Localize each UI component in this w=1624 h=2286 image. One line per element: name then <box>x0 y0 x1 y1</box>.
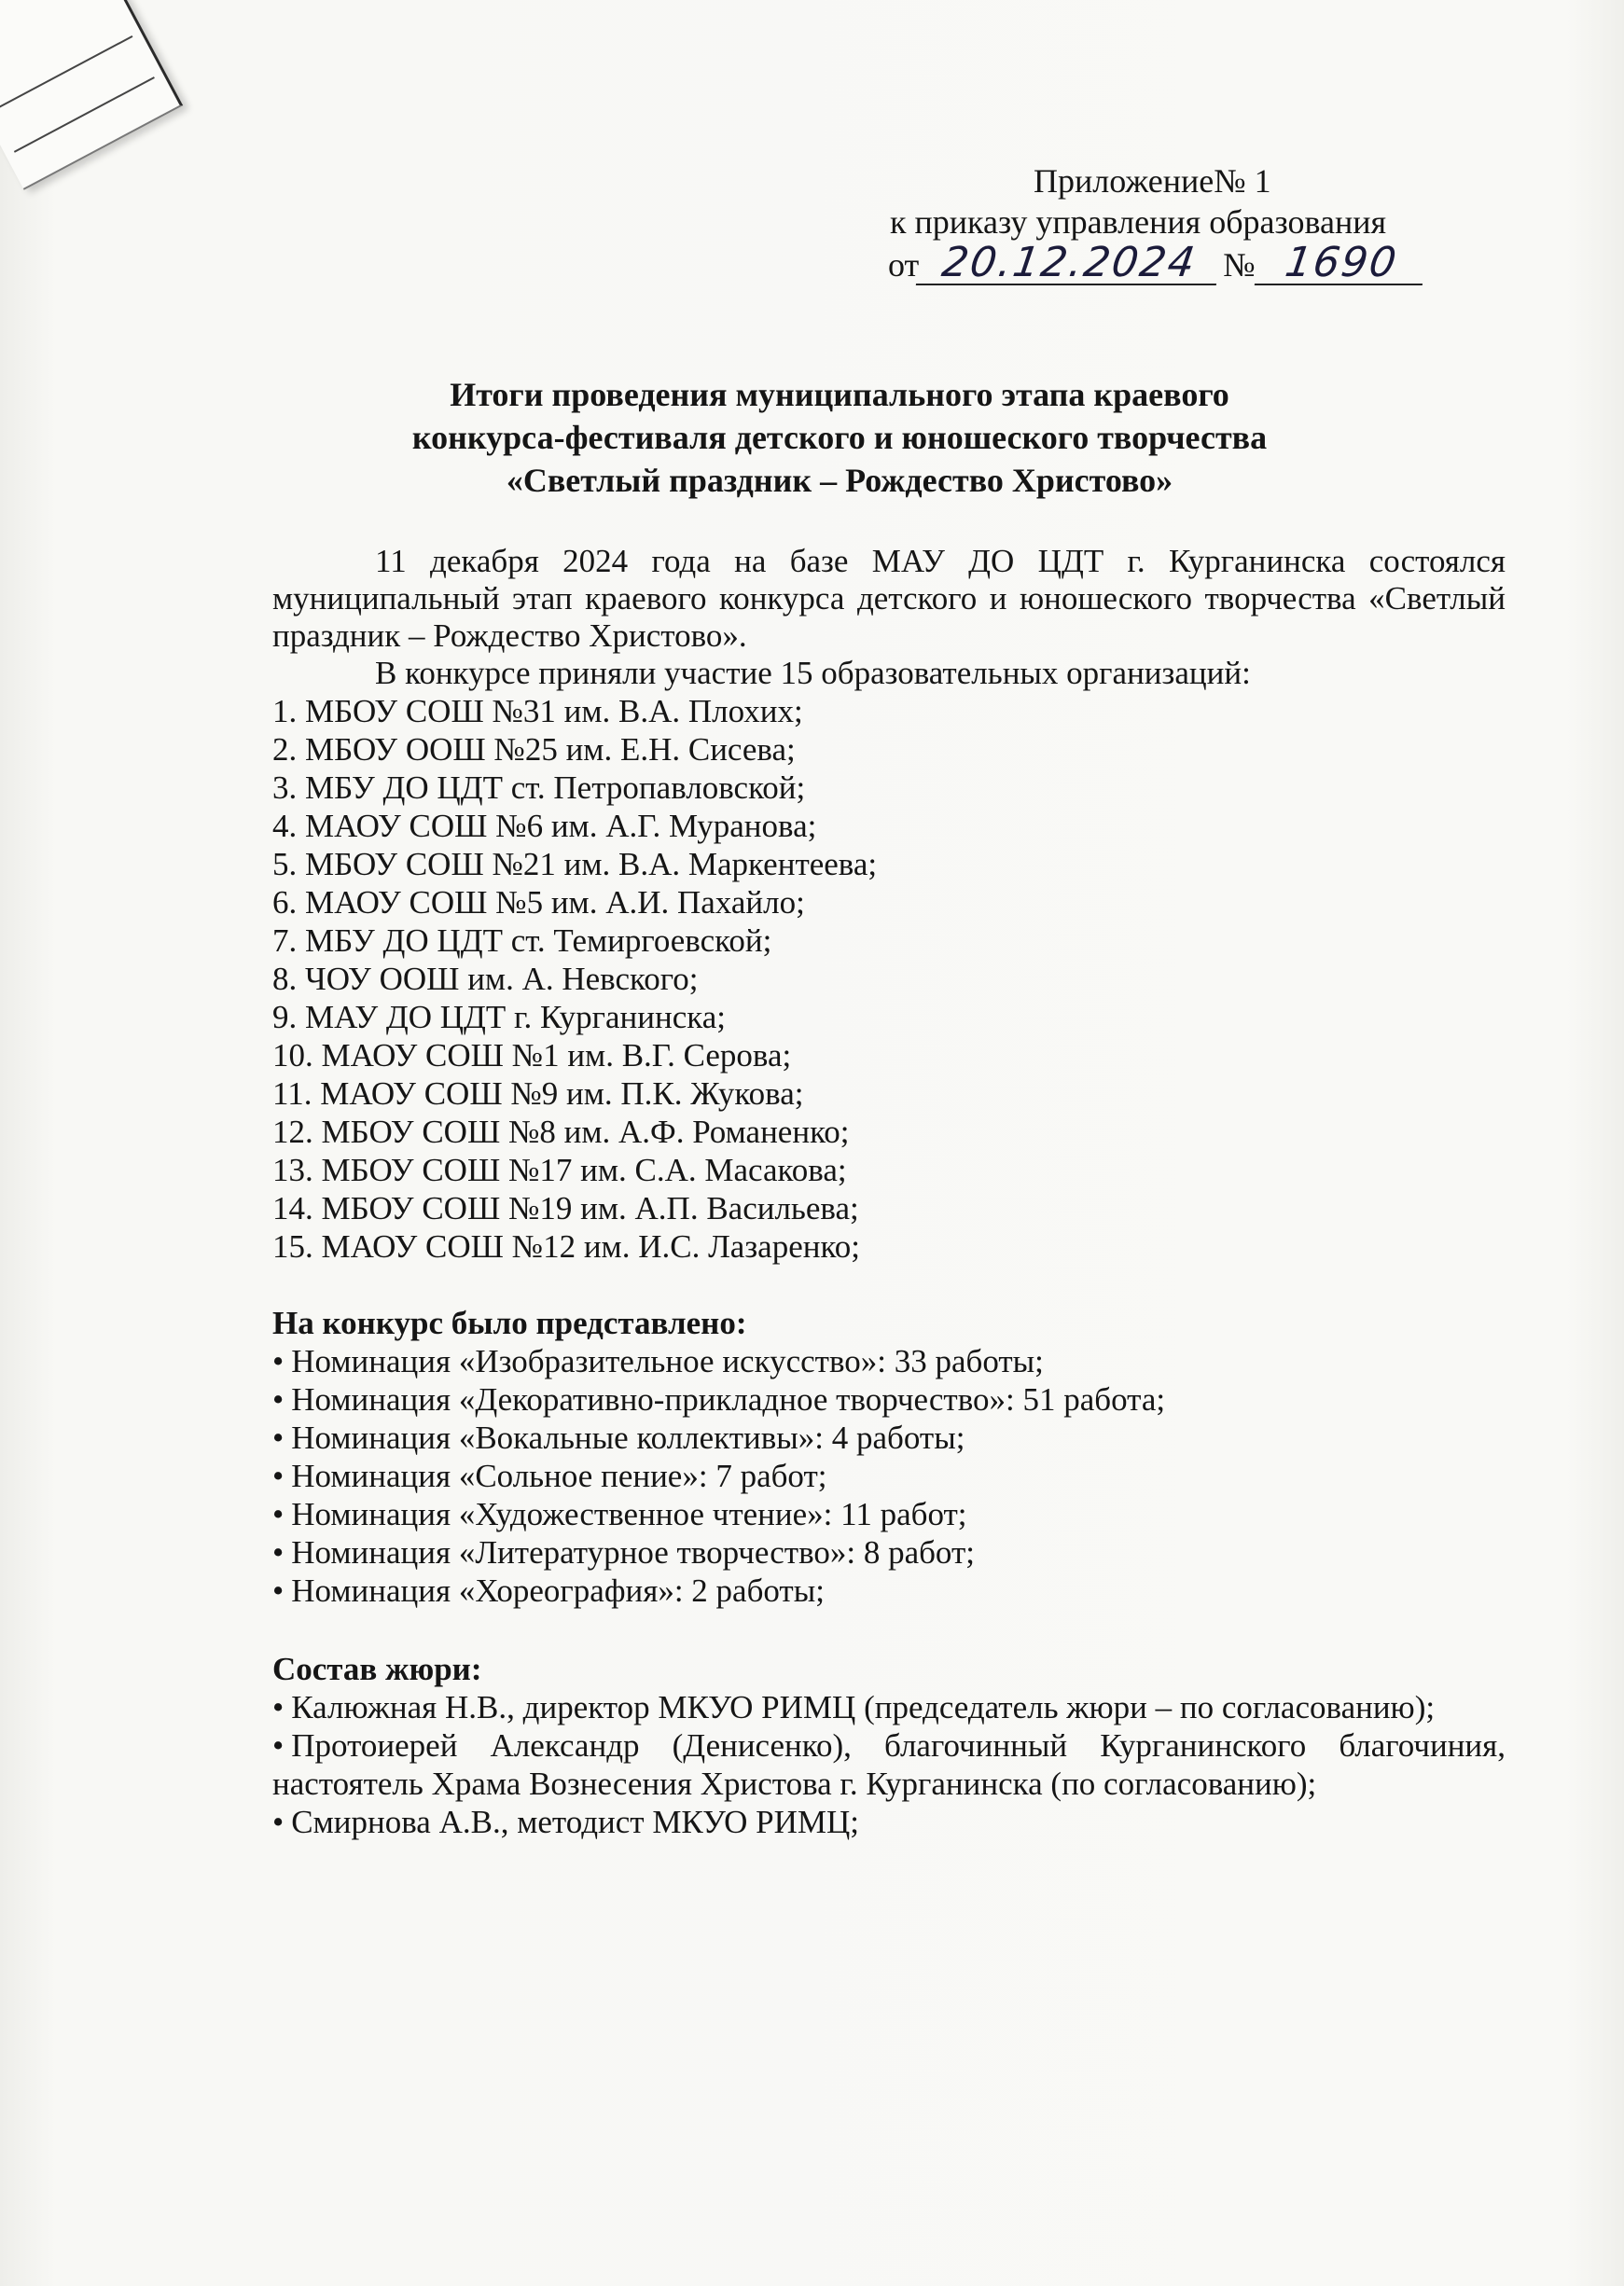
list-item: 4. МАОУ СОШ №6 им. А.Г. Муранова; <box>272 808 817 844</box>
document-title <box>224 373 1455 502</box>
list-item: 15. МАОУ СОШ №12 им. И.С. Лазаренко; <box>272 1228 860 1265</box>
list-item: 12. МБОУ СОШ №8 им. А.Ф. Романенко; <box>272 1114 850 1150</box>
submissions-heading: На конкурс было представлено: <box>272 1305 747 1341</box>
list-item: • Номинация «Вокальные коллективы»: 4 работы; <box>272 1420 965 1456</box>
list-item: • Номинация «Художественное чтение»: 11 работ; <box>272 1496 967 1532</box>
list-item: 6. МАОУ СОШ №5 им. А.И. Пахайло; <box>272 884 805 921</box>
list-item: • Номинация «Литературное творчество»: 8 работ; <box>272 1534 975 1571</box>
bullet-icon: • <box>272 1727 285 1764</box>
list-item: 1. МБОУ СОШ №31 им. В.А. Плохих; <box>272 693 803 729</box>
list-item: 13. МБОУ СОШ №17 им. С.А. Масакова; <box>272 1152 847 1188</box>
appendix-order-line: к приказу управления образования <box>890 203 1387 241</box>
list-item: 5. МБОУ СОШ №21 им. В.А. Маркентеева; <box>272 846 878 882</box>
date-prefix: от <box>888 246 920 284</box>
participants-intro: В конкурсе приняли участие 15 образовательных организаций: <box>375 655 1251 691</box>
list-item: 3. МБУ ДО ЦДТ ст. Петропавловской; <box>272 769 806 806</box>
list-item: • Калюжная Н.В., директор МКУО РИМЦ (председатель жюри – по согласованию); <box>272 1689 1436 1725</box>
list-item: 9. МАУ ДО ЦДТ г. Курганинска; <box>272 999 727 1035</box>
bullet-icon: • <box>272 1458 285 1494</box>
title-line: «Светлый праздник – Рождество Христово» <box>506 462 1173 499</box>
handwritten-number: 1690 <box>1254 242 1427 285</box>
list-item: • Протоиерей Александр (Денисенко), благочинный Курганинского благочиния, настоятель Храма Вознесения Христова г. Курганинска (по согласованию); <box>272 1727 1506 1802</box>
handwritten-date: 20.12.2024 <box>916 242 1222 285</box>
list-item: 2. МБОУ ООШ №25 им. Е.Н. Сисева; <box>272 731 796 768</box>
list-item: 8. ЧОУ ООШ им. А. Невского; <box>272 961 699 997</box>
bullet-icon: • <box>272 1804 285 1840</box>
bullet-icon: • <box>272 1496 285 1532</box>
bullet-icon: • <box>272 1572 285 1609</box>
number-prefix: № <box>1223 246 1256 284</box>
list-item: • Номинация «Декоративно-прикладное творчество»: 51 работа; <box>272 1381 1166 1418</box>
list-item: 14. МБОУ СОШ №19 им. А.П. Васильева; <box>272 1190 859 1226</box>
nominations-list <box>272 1342 1506 1610</box>
bullet-icon: • <box>272 1689 285 1725</box>
appendix-header <box>877 160 1455 285</box>
appendix-title: Приложение№ 1 <box>1034 162 1271 200</box>
appendix-date-row <box>877 239 1455 286</box>
list-item: • Номинация «Сольное пение»: 7 работ; <box>272 1458 827 1494</box>
bullet-icon: • <box>272 1343 285 1379</box>
torn-corner-artifact <box>0 0 183 190</box>
list-item: 11. МАОУ СОШ №9 им. П.К. Жукова; <box>272 1075 804 1112</box>
jury-heading: Состав жюри: <box>272 1651 482 1687</box>
list-item: • Смирнова А.В., методист МКУО РИМЦ; <box>272 1804 860 1840</box>
jury-list <box>272 1688 1506 1841</box>
title-line: конкурса-фестиваля детского и юношеского творчества <box>411 419 1268 456</box>
document-body <box>272 543 1506 1841</box>
intro-paragraph: 11 декабря 2024 года на базе МАУ ДО ЦДТ г. Курганинска состоялся муниципальный этап краевого конкурса детского и юношеского творчества «Светлый праздник – Рождество Христово». <box>272 543 1506 654</box>
bullet-icon: • <box>272 1420 285 1456</box>
list-item: • Номинация «Хореография»: 2 работы; <box>272 1572 825 1609</box>
list-item: • Номинация «Изобразительное искусство»: 33 работы; <box>272 1343 1044 1379</box>
title-line: Итоги проведения муниципального этапа краевого <box>450 376 1229 413</box>
list-item: 10. МАОУ СОШ №1 им. В.Г. Серова; <box>272 1037 792 1074</box>
bullet-icon: • <box>272 1534 285 1571</box>
list-item: 7. МБУ ДО ЦДТ ст. Темиргоевской; <box>272 922 772 959</box>
bullet-icon: • <box>272 1381 285 1418</box>
organizations-list <box>272 692 1506 1266</box>
